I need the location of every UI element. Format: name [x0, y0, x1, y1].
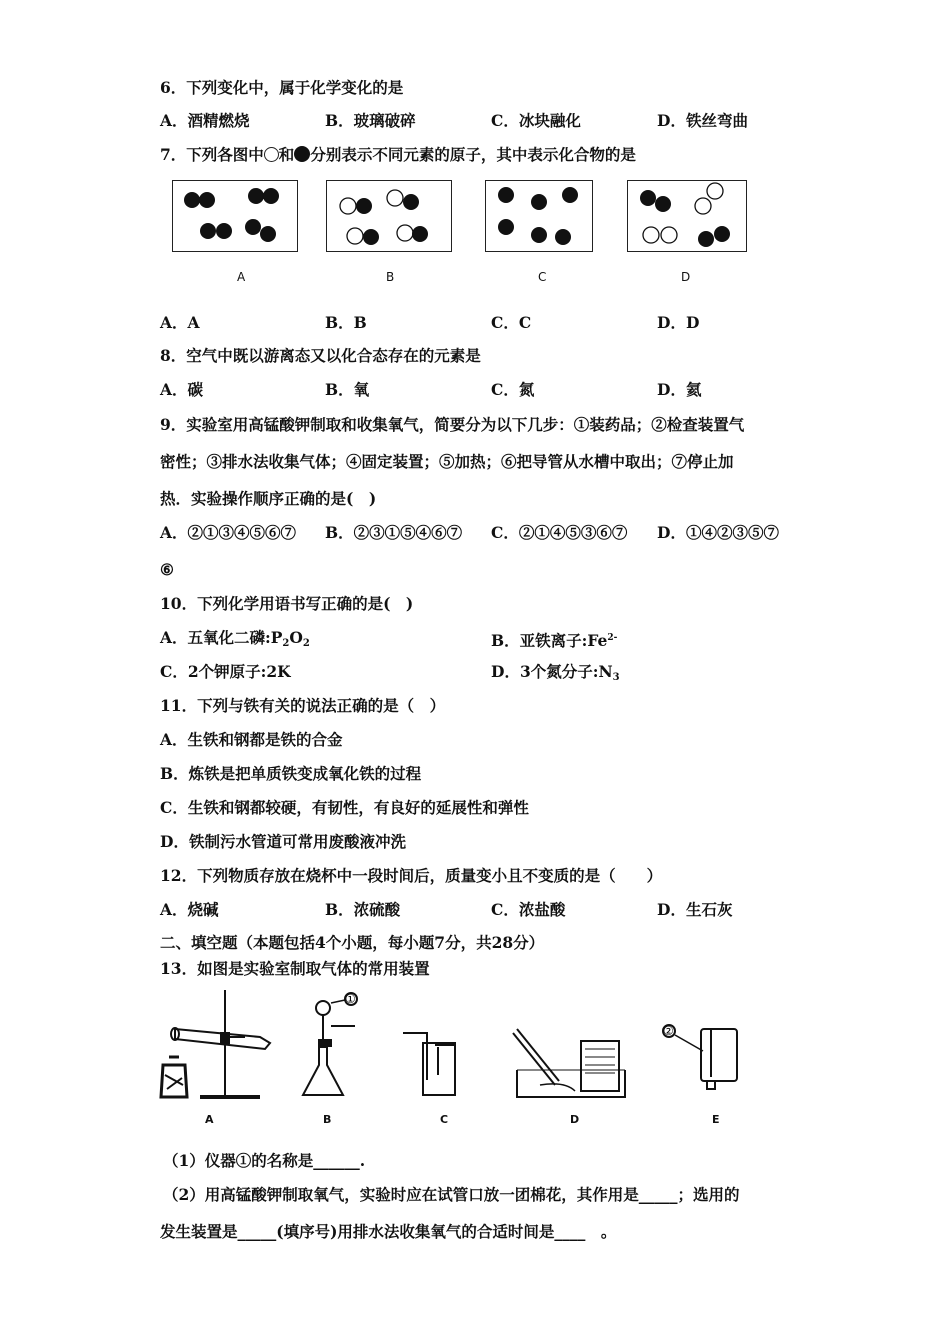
figure-caption-c: C	[538, 270, 547, 284]
q13-sub2-line2: 发生装置是_____(填序号)用排水法收集氧气的合适时间是____ 。	[160, 1222, 617, 1241]
q6-option-d: D．铁丝弯曲	[657, 111, 748, 130]
q9-stem-line2: 密性；③排水法收集气体；④固定装置；⑤加热；⑥把导管从水槽中取出；⑦停止加	[160, 452, 734, 471]
q12-option-b: B．浓硫酸	[325, 900, 401, 919]
figure-box-b	[326, 180, 452, 252]
q7-stem-part3: 分别表示不同元素的原子，其中表示化合物的是	[310, 145, 636, 164]
figure-caption-b: B	[386, 270, 395, 284]
q7-stem	[160, 145, 636, 165]
apparatus-label-a: A	[205, 1113, 214, 1126]
q11-stem: 11．下列与铁有关的说法正确的是（ ）	[160, 696, 446, 715]
molecule-diagram-d	[628, 181, 746, 251]
q7-option-c: C．C	[491, 313, 532, 332]
q7-stem-part2: 和	[278, 145, 295, 164]
q8-option-d: D．氦	[657, 380, 702, 399]
figure-box-a	[172, 180, 298, 252]
apparatus-c	[403, 1033, 455, 1095]
section-heading: 二、填空题（本题包括4个小题，每小题7分，共28分）	[160, 933, 545, 952]
molecule-diagram-b	[327, 181, 451, 251]
q13-stem: 13．如图是实验室制取气体的常用装置	[160, 959, 430, 978]
molecule-diagram-a	[173, 181, 297, 251]
apparatus-label-c: C	[440, 1113, 449, 1126]
q13-sub2-line1: （2）用高锰酸钾制取氧气，实验时应在试管口放一团棉花，其作用是_____；选用的	[163, 1185, 740, 1204]
q12-stem: 12．下列物质存放在烧杯中一段时间后，质量变小且不变质的是（ ）	[160, 866, 663, 885]
marker-2: ②	[663, 1024, 674, 1038]
apparatus-label-b: B	[323, 1113, 332, 1126]
apparatus-a	[161, 990, 270, 1097]
figure-box-c	[485, 180, 593, 252]
q10-stem: 10．下列化学用语书写正确的是( )	[160, 594, 414, 613]
q10-option-d: D．3个氮分子$:N_3$	[491, 662, 620, 683]
apparatus-e	[663, 1025, 737, 1089]
marker-1: ①	[345, 992, 356, 1006]
q9-option-d: D．①④②③⑤⑦	[657, 523, 779, 542]
q6-option-a: A．酒精燃烧	[160, 111, 250, 130]
q8-option-a: A．碳	[160, 380, 204, 399]
q9-stem-line1: 9．实验室用高锰酸钾制取和收集氧气，简要分为以下几步：①装药品；②检查装置气	[160, 415, 745, 434]
q10-option-a: A．五氧化二磷$:P_2O_2$	[160, 628, 310, 649]
q11-option-d: D．铁制污水管道可常用废酸液冲洗	[160, 832, 406, 851]
q11-option-b: B．炼铁是把单质铁变成氧化铁的过程	[160, 764, 422, 783]
q13-sub1: （1）仪器①的名称是______.	[163, 1151, 366, 1170]
q12-option-a: A．烧碱	[160, 900, 219, 919]
q7-stem-part1: 7．下列各图中	[160, 145, 264, 164]
figure-caption-d: D	[681, 270, 691, 284]
q11-option-a: A．生铁和钢都是铁的合金	[160, 730, 343, 749]
q9-option-d-wrap: ⑥	[160, 560, 174, 579]
apparatus-label-d: D	[570, 1113, 580, 1126]
q6-option-c: C．冰块融化	[491, 111, 581, 130]
apparatus-label-e: E	[712, 1113, 720, 1126]
black-atom-icon	[294, 146, 310, 162]
q10-option-c: C．2个钾原子:2K	[160, 662, 291, 681]
apparatus-d	[513, 1029, 625, 1097]
q10-option-b: B．亚铁离子$:Fe^{2-}$	[491, 631, 618, 650]
q8-option-b: B．氧	[325, 380, 370, 399]
molecule-diagram-c	[486, 181, 592, 251]
q9-option-b: B．②③①⑤④⑥⑦	[325, 523, 463, 542]
figure-box-d	[627, 180, 747, 252]
q11-option-c: C．生铁和钢都较硬，有韧性，有良好的延展性和弹性	[160, 798, 529, 817]
apparatus-figure	[155, 985, 755, 1110]
q9-option-a: A．②①③④⑤⑥⑦	[160, 523, 297, 542]
q6-option-b: B．玻璃破碎	[325, 111, 416, 130]
q6-stem: 6．下列变化中，属于化学变化的是	[160, 78, 404, 97]
white-atom-icon	[264, 147, 279, 162]
q8-stem: 8．空气中既以游离态又以化合态存在的元素是	[160, 346, 481, 365]
q8-option-c: C．氮	[491, 380, 535, 399]
figure-caption-a: A	[237, 270, 246, 284]
q7-option-a: A．A	[160, 313, 200, 332]
q7-option-d: D．D	[657, 313, 700, 332]
q12-option-c: C．浓盐酸	[491, 900, 566, 919]
q9-stem-line3: 热．实验操作顺序正确的是( )	[160, 489, 377, 508]
q9-option-c: C．②①④⑤③⑥⑦	[491, 523, 628, 542]
q12-option-d: D．生石灰	[657, 900, 733, 919]
apparatus-b	[303, 993, 357, 1095]
q7-option-b: B．B	[325, 313, 367, 332]
